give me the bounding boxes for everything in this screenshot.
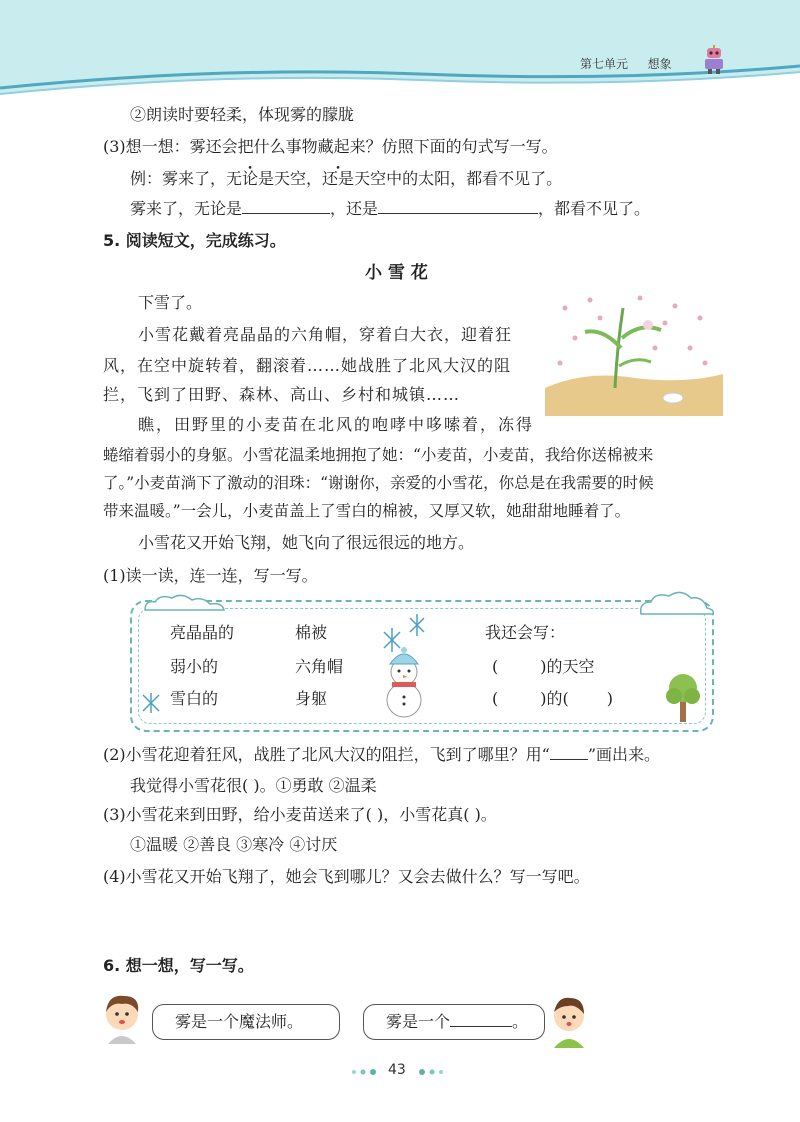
underline-mark xyxy=(550,745,588,760)
q6-heading xyxy=(103,955,254,977)
speech-bubble-right xyxy=(363,1004,545,1040)
bubble-right-text xyxy=(386,1011,528,1033)
example-mid-2: 天空中的太阳，都看不见了。 xyxy=(354,169,563,188)
passage-paragraph: 带来温暖。”一会儿，小麦苗盖上了雪白的棉被，又厚又软，她甜甜地睡着了。 xyxy=(103,502,631,520)
unit-label xyxy=(580,55,672,72)
paren-open: ( xyxy=(492,657,499,676)
unit-number: 第七单元 xyxy=(580,57,629,71)
q5-sub4-label: (4)小雪花又开始飞翔了，她会飞到哪儿？又会去做什么？写一写吧。 xyxy=(103,867,590,886)
write-blank-2[interactable] xyxy=(498,690,540,704)
match-right-item[interactable]: 身躯 xyxy=(295,689,328,708)
matching-box xyxy=(130,600,714,732)
passage-paragraph: 风，在空中旋转着，翻滚着……她战胜了北风大汉的阻 xyxy=(103,356,512,375)
fill-text-b: ，还是 xyxy=(330,199,379,218)
fill-blank-2[interactable] xyxy=(378,199,538,214)
q5-sub1-label: (1)读一读，连一连，写一写。 xyxy=(103,566,318,585)
passage-paragraph: 小雪花又开始飞翔，她飞向了很远很远的地方。 xyxy=(138,533,475,552)
q5-sub3-label: (3)小雪花来到田野，给小麦苗送来了( )，小雪花真( )。 xyxy=(103,805,497,824)
write2-mid: )的( xyxy=(540,689,569,708)
fill-text-c: ，都看不见了。 xyxy=(538,199,651,218)
q4-item2: ②朗读时要轻柔，体现雾的朦胧 xyxy=(130,105,355,124)
q5-sub2-text: (2)小雪花迎着狂风，战胜了北风大汉的阻拦，飞到了哪里？用“ xyxy=(103,745,550,764)
write-blank-3[interactable] xyxy=(569,690,607,704)
match-right-item[interactable]: 棉被 xyxy=(295,623,328,642)
robot-mascot-icon xyxy=(700,45,728,75)
example-keyword-1: 无论是 xyxy=(226,169,275,188)
q6-number: 6. xyxy=(103,956,121,975)
header-wave xyxy=(0,0,800,110)
bubble-right-prefix: 雾是一个 xyxy=(386,1012,451,1031)
q4-fill-line xyxy=(130,198,650,220)
passage-paragraph: 下雪了。 xyxy=(138,293,203,312)
q5-number: 5. xyxy=(103,231,121,250)
write2-close: ) xyxy=(606,689,613,708)
write-line-1 xyxy=(492,656,595,678)
match-left-item[interactable]: 雪白的 xyxy=(170,689,219,708)
q4-item3: (3)想一想：雾还会把什么事物藏起来？仿照下面的句式写一写。 xyxy=(103,137,558,156)
bubble-left-text: 雾是一个魔法师。 xyxy=(175,1012,304,1031)
bubble-right-suffix: 。 xyxy=(512,1012,529,1031)
footer-dots-left-icon xyxy=(350,1068,380,1076)
q5-title: 阅读短文，完成练习。 xyxy=(125,231,286,250)
also-write-label: 我还会写： xyxy=(485,623,566,642)
q5-heading xyxy=(103,230,286,252)
q5-sub2-end: ”画出来。 xyxy=(587,745,661,764)
example-prefix: 例：雾来了， xyxy=(130,169,227,188)
unit-title: 想象 xyxy=(647,57,672,71)
q4-example xyxy=(130,168,562,190)
match-right-item[interactable]: 六角帽 xyxy=(295,657,344,676)
passage-paragraph: 蜷缩着弱小的身躯。小雪花温柔地拥抱了她：“小麦苗，小麦苗，我给你送棉被来 xyxy=(103,446,654,464)
passage-paragraph: 瞧，田野里的小麦苗在北风的咆哮中哆嗦着，冻得 xyxy=(138,415,535,434)
passage-title: 小 雪 花 xyxy=(365,263,428,283)
page-footer xyxy=(350,1062,450,1082)
tree-icon xyxy=(664,668,704,722)
passage-paragraph: 拦，飞到了田野、森林、高山、乡村和城镇…… xyxy=(103,385,461,404)
snowman-icon xyxy=(374,642,434,720)
write-blank-1[interactable] xyxy=(498,658,540,672)
footer-dots-right-icon xyxy=(416,1068,446,1076)
boy-avatar-icon xyxy=(98,990,146,1046)
match-left-item[interactable]: 亮晶晶的 xyxy=(170,623,235,642)
example-mid-1: 天空， xyxy=(274,169,323,188)
example-keyword-2: 还是 xyxy=(322,169,355,188)
q6-title: 想一想，写一写。 xyxy=(125,956,254,975)
write-line-2 xyxy=(492,688,613,710)
snow-wheat-illustration xyxy=(545,288,723,416)
snowflake-icon xyxy=(140,692,162,714)
girl-avatar-icon xyxy=(546,992,592,1050)
q5-sub2-choice: 我觉得小雪花很( )。①勇敢 ②温柔 xyxy=(130,776,377,795)
header-band xyxy=(0,0,800,110)
page-number: 43 xyxy=(388,1062,406,1078)
match-left-item[interactable]: 弱小的 xyxy=(170,657,219,676)
write1-close: )的天空 xyxy=(540,657,595,676)
passage-paragraph: 小雪花戴着亮晶晶的六角帽，穿着白大衣，迎着狂 xyxy=(138,325,513,344)
q5-sub2-label xyxy=(103,744,660,766)
cloud-icon xyxy=(140,592,240,614)
speech-bubble-left xyxy=(152,1004,340,1040)
passage-paragraph: 了。”小麦苗淌下了激动的泪珠：“谢谢你，亲爱的小雪花，你总是在我需要的时候 xyxy=(103,474,654,492)
fill-text-a: 雾来了，无论是 xyxy=(130,199,243,218)
q5-sub3-options: ①温暖 ②善良 ③寒冷 ④讨厌 xyxy=(130,835,338,854)
paren-open: ( xyxy=(492,689,499,708)
cloud-icon xyxy=(637,588,717,618)
fill-blank-1[interactable] xyxy=(242,199,330,214)
bubble-right-blank[interactable] xyxy=(450,1012,512,1027)
